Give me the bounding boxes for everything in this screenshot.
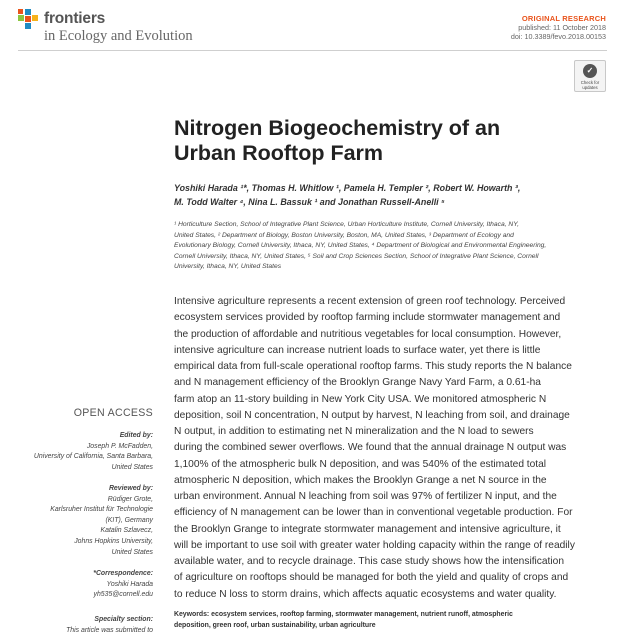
- reviewed-by-label: Reviewed by:: [108, 485, 153, 492]
- abstract-line: the Brooklyn Grange to integrate stormwater management and intensive agriculture, it: [174, 523, 561, 535]
- abstract-line: the production of affordable and nutritious vegetables for local consumption. However,: [174, 328, 562, 340]
- crossmark-label-line: Check for: [580, 80, 600, 85]
- reviewer-name[interactable]: Katalin Szlavecz,: [100, 527, 153, 535]
- abstract-line: will be important to use soil with greater water holding capacity within the range of readily: [174, 539, 575, 551]
- affiliation-line: Cornell University, Ithaca, NY, United States, ⁵ Soil and Crop Sciences Section, School of Integrative Plant Science, Cornell: [174, 252, 539, 260]
- crossmark-icon: ✓: [583, 64, 597, 78]
- keywords-list: deposition, green roof, urban sustainability, urban agriculture: [174, 621, 376, 629]
- header-divider: [18, 50, 607, 51]
- journal-name[interactable]: in Ecology and Evolution: [44, 28, 193, 44]
- reviewed-by-block: [3, 484, 153, 558]
- edited-by-label: Edited by:: [119, 432, 153, 439]
- corresponding-author: Yoshiki Harada: [106, 580, 153, 588]
- correspondence-label: *Correspondence:: [93, 570, 153, 577]
- abstract-line: of agriculture on rooftops should be managed for both the yield and quality of crops and: [174, 572, 569, 584]
- article-title: [174, 116, 594, 166]
- abstract-line: intensive agriculture can increase nutrient loads to surface water, yet there is little: [174, 344, 541, 356]
- affiliation-line: Evolutionary Biology, Cornell University, Ithaca, NY, United States, ⁴ Department of Biological and Environmental Engineering,: [174, 242, 547, 250]
- editor-affiliation: University of California, Santa Barbara,: [33, 453, 153, 461]
- correspondence-block: [3, 569, 153, 601]
- check-for-updates-button[interactable]: [574, 60, 606, 92]
- abstract-line: empirical data from full-scale operational rooftop farms. This study reports the N balance: [174, 361, 572, 372]
- abstract-line: during the combined sewer overflows. We found that the annual drainage N output was: [174, 442, 567, 454]
- abstract: [174, 294, 607, 603]
- affiliation-line: University, Ithaca, NY, United States: [174, 263, 282, 271]
- keywords: [174, 610, 607, 631]
- authors-line[interactable]: M. Todd Walter ⁴, Nina L. Bassuk ¹ and Jonathan Russell-Anelli ⁵: [174, 197, 445, 207]
- affiliation-line: United States, ² Department of Biology, Boston University, Boston, MA, United States, ³ Department of Ecology and: [174, 231, 514, 239]
- keywords-line: [174, 610, 607, 621]
- author-list: [174, 181, 604, 209]
- reviewer-affiliation: Karlsruher Institut für Technologie: [50, 506, 153, 514]
- title-line: Nitrogen Biogeochemistry of an: [174, 116, 501, 140]
- email-link[interactable]: yh535@cornell.edu: [93, 591, 153, 599]
- reviewer-name[interactable]: Rüdiger Grote,: [107, 495, 153, 503]
- abstract-line: Intensive agriculture represents a recent extension of green roof technology. Perceived: [174, 296, 566, 307]
- article-type: ORIGINAL RESEARCH: [521, 14, 606, 23]
- abstract-line: farm atop an 11-story building in New York City USA. We monitored atmospheric N: [174, 393, 547, 405]
- abstract-line: urban environment. Annual N leaching from soil was 97% of fertilizer N input, and the: [174, 491, 557, 502]
- abstract-line: efficiency of N management can be lower than in conventional vegetable production. For: [174, 507, 573, 519]
- abstract-line: to reduce N loss to storm drains, which affects aquatic ecosystems and water quality.: [174, 588, 557, 600]
- abstract-line: ecosystem services provided by rooftop farming include stormwater management and: [174, 312, 561, 324]
- abstract-line: N output, in addition to estimating net N mineralization and the N load to sewers: [174, 426, 534, 437]
- brand-name[interactable]: frontiers: [44, 10, 106, 27]
- editor-name[interactable]: Joseph P. McFadden,: [86, 442, 153, 450]
- published-date: published: 11 October 2018: [518, 23, 606, 32]
- abstract-line: deposition, soil N concentration, N output by harvest, N leaching from soil, and drainage: [174, 409, 570, 421]
- abstract-line: atmospheric N deposition, which makes the Brooklyn Grange a net N source in the: [174, 474, 547, 486]
- reviewer-affiliation: (KIT), Germany: [105, 516, 153, 524]
- keywords-label: Keywords:: [174, 611, 210, 618]
- reviewer-affiliation: Johns Hopkins University,: [74, 537, 153, 545]
- crossmark-label-line: updates: [582, 85, 598, 90]
- open-access-label: OPEN ACCESS: [73, 407, 153, 419]
- abstract-line: 1,100% of the atmospheric bulk N deposition, and was 540% of the estimated total: [174, 458, 547, 470]
- abstract-line: and N management efficiency of the Brooklyn Grange Navy Yard Farm, a 0.61-ha: [174, 377, 541, 389]
- editor-affiliation: United States: [111, 463, 153, 471]
- edited-by-block: [3, 431, 153, 473]
- affiliations: [174, 220, 606, 273]
- specialty-text: This article was submitted to: [66, 626, 153, 634]
- keywords-list: ecosystem services, rooftop farming, stormwater management, nutrient runoff, atmospheric: [211, 611, 513, 618]
- authors-line[interactable]: Yoshiki Harada ¹*, Thomas H. Whitlow ¹, Pamela H. Templer ², Robert W. Howarth ³,: [174, 183, 521, 193]
- specialty-label: Specialty section:: [94, 616, 153, 623]
- title-line: Urban Rooftop Farm: [174, 141, 384, 165]
- affiliation-line: ¹ Horticulture Section, School of Integrative Plant Science, Urban Horticulture Institute, Cornell University, Ithaca, NY,: [174, 221, 519, 228]
- article-meta: [511, 14, 606, 41]
- doi[interactable]: doi: 10.3389/fevo.2018.00153: [510, 32, 606, 41]
- frontiers-logo-icon: [18, 9, 40, 29]
- reviewer-affiliation: United States: [111, 548, 153, 556]
- abstract-line: available water, and to recycle drainage. This case study shows how the intensification: [174, 556, 564, 567]
